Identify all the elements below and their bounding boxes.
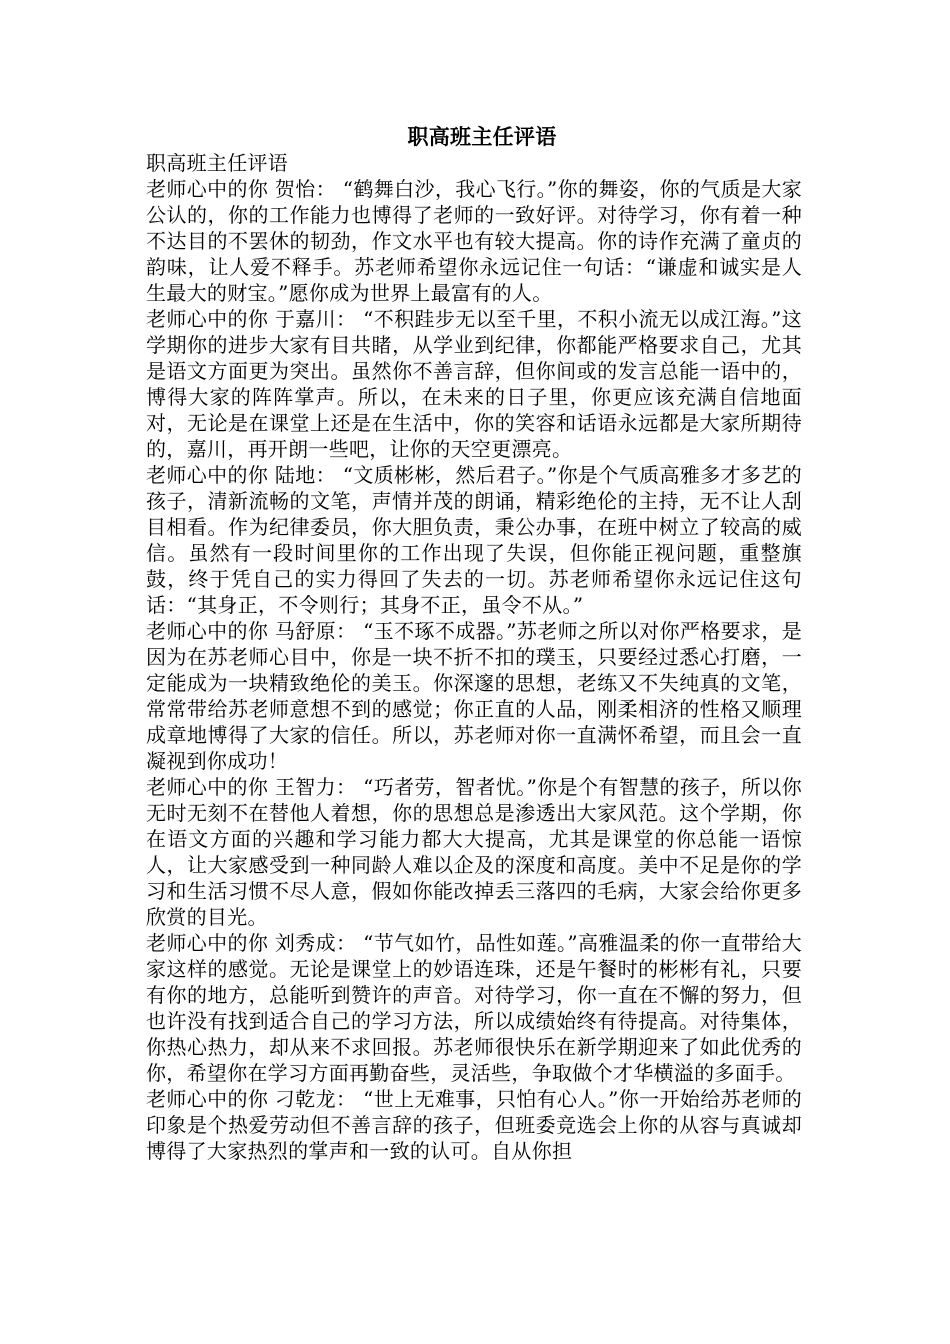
comment-paragraph-diaoqianlong: 老师心中的你 刁乾龙： “世上无难事，只怕有心人。”你一开始给苏老师的印象是个热爱劳动但不善言辞的孩子，但班委竞选会上你的从容与真诚却博得了大家热烈的掌声和一致的认可。自从你担 [146,1087,802,1163]
comment-paragraph-yujiachuan: 老师心中的你 于嘉川： “不积跬步无以至千里，不积小流无以成江海。”这学期你的进步大家有目共睹，从学业到纪律，你都能严格要求自己，尤其是语文方面更为突出。虽然你不善言辞，但你间或的发言总能一语中的，博得大家的阵阵掌声。所以，在未来的日子里，你更应该充满自信地面对，无论是在课堂上还是在生活中，你的笑容和话语永远都是大家所期待的，嘉川，再开朗一些吧，让你的天空更漂亮。 [146,307,802,461]
document-title: 职高班主任评语 [407,124,557,149]
comment-paragraph-mashuyuan: 老师心中的你 马舒原： “玉不琢不成器。”苏老师之所以对你严格要求，是因为在苏老师心目中，你是一块不折不扣的璞玉，只要经过悉心打磨，一定能成为一块精致绝伦的美玉。你深邃的思想，老练又不失纯真的文笔，常常带给苏老师意想不到的感觉；你正直的人品，刚柔相济的性格又顺理成章地博得了大家的信任。所以，苏老师对你一直满怀希望，而且会一直凝视到你成功！ [146,619,802,773]
comment-paragraph-ludi: 老师心中的你 陆地： “文质彬彬，然后君子。”你是个气质高雅多才多艺的孩子，清新流畅的文笔，声情并茂的朗诵，精彩绝伦的主持，无不让人刮目相看。作为纪律委员，你大胆负责，秉公办事，在班中树立了较高的威信。虽然有一段时间里你的工作出现了失误，但你能正视问题，重整旗鼓，终于凭自己的实力得回了失去的一切。苏老师希望你永远记住这句话：“其身正，不令则行；其身不正，虽令不从。” [146,463,802,617]
document-subtitle: 职高班主任评语 [146,151,289,175]
document-page [146,124,802,1164]
comment-paragraph-wangzhili: 老师心中的你 王智力： “巧者劳，智者忧。”你是个有智慧的孩子，所以你无时无刻不在替他人着想，你的思想总是渗透出大家风范。这个学期，你在语文方面的兴趣和学习能力都大大提高，尤其是课堂的你总能一语惊人，让大家感受到一种同龄人难以企及的深度和高度。美中不足是你的学习和生活习惯不尽人意，假如你能改掉丢三落四的毛病，大家会给你更多欣赏的目光。 [146,775,802,929]
comment-paragraph-heyi: 老师心中的你 贺怡： “鹤舞白沙，我心飞行。”你的舞姿，你的气质是大家公认的，你的工作能力也博得了老师的一致好评。对待学习，你有着一种不达目的不罢休的韧劲，作文水平也有较大提高。你的诗作充满了童贞的韵味，让人爱不释手。苏老师希望你永远记住一句话：“谦虚和诚实是人生最大的财宝。”愿你成为世界上最富有的人。 [146,177,802,305]
comment-paragraph-liuxiucheng: 老师心中的你 刘秀成： “节气如竹，品性如莲。”高雅温柔的你一直带给大家这样的感觉。无论是课堂上的妙语连珠，还是午餐时的彬彬有礼，只要有你的地方，总能听到赞许的声音。对待学习，你一直在不懈的努力，但也许没有找到适合自己的学习方法，所以成绩始终有待提高。对待集体，你热心热力，却从来不求回报。苏老师很快乐在新学期迎来了如此优秀的你，希望你在学习方面再勤奋些，灵活些，争取做个才华横溢的多面手。 [146,931,802,1085]
